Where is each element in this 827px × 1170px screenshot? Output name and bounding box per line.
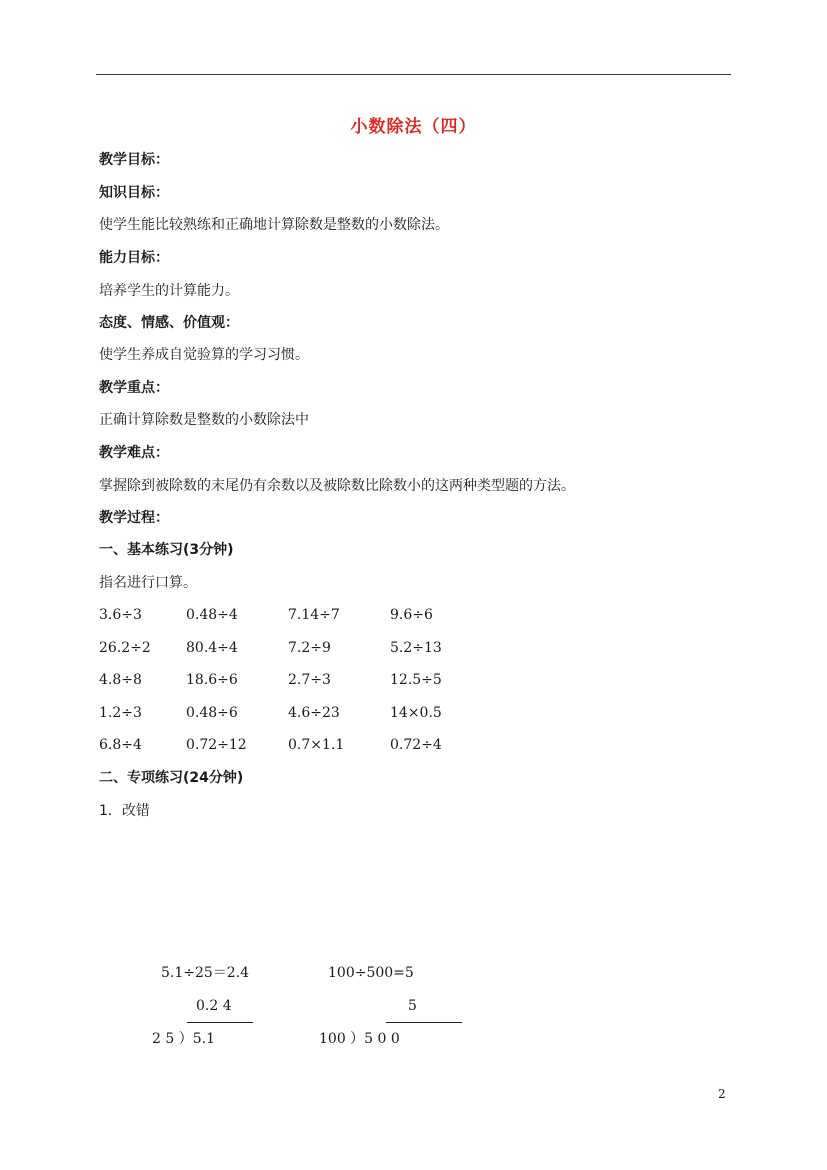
text-line: 使学生养成自觉验算的学习习惯。	[99, 347, 309, 363]
text-line: 指名进行口算。	[99, 575, 197, 591]
oral-problem: 0.7×1.1	[288, 737, 345, 753]
equation-1: 5.1÷25＝2.4	[161, 965, 250, 981]
oral-problem: 0.48÷6	[186, 705, 238, 721]
section-heading: 能力目标：	[99, 250, 169, 266]
long-division-1: 2 5 ）5.1	[152, 1031, 215, 1047]
section-heading: 知识目标：	[99, 185, 169, 201]
oral-problem: 0.72÷12	[186, 737, 247, 753]
oral-problem: 9.6÷6	[390, 607, 433, 623]
oral-problem: 18.6÷6	[186, 672, 238, 688]
oral-problem: 4.8÷8	[99, 672, 142, 688]
text-line: 使学生能比较熟练和正确地计算除数是整数的小数除法。	[99, 217, 449, 233]
header-rule	[96, 74, 731, 75]
text-line: 培养学生的计算能力。	[99, 283, 239, 299]
oral-problem: 12.5÷5	[390, 672, 442, 688]
oral-problem: 4.6÷23	[288, 705, 340, 721]
oral-problem: 7.2÷9	[288, 640, 331, 656]
text-line: 正确计算除数是整数的小数除法中	[99, 412, 309, 428]
item-label: 1．改错	[99, 803, 150, 819]
section-heading: 态度、情感、价值观：	[99, 315, 239, 331]
oral-problem: 80.4÷4	[186, 640, 238, 656]
division-bar-1	[187, 1022, 253, 1023]
section-heading: 教学目标：	[99, 152, 169, 168]
section-heading: 一、基本练习(3分钟)	[99, 542, 234, 558]
oral-problem: 5.2÷13	[390, 640, 442, 656]
text-line: 掌握除到被除数的末尾仍有余数以及被除数比除数小的这两种类型题的方法。	[99, 478, 575, 494]
long-division-2: 100 ）5 0 0	[319, 1031, 400, 1047]
equation-2: 100÷500=5	[328, 965, 414, 981]
oral-problem: 6.8÷4	[99, 737, 142, 753]
section-heading: 二、专项练习(24分钟)	[99, 770, 244, 786]
section-heading: 教学难点：	[99, 445, 169, 461]
oral-problem: 26.2÷2	[99, 640, 151, 656]
section-heading: 教学重点：	[99, 380, 169, 396]
quotient-2: 5	[408, 998, 417, 1014]
oral-problem: 0.48÷4	[186, 607, 238, 623]
page-title: 小数除法（四）	[350, 117, 477, 137]
quotient-1: 0.2 4	[196, 998, 232, 1014]
oral-problem: 3.6÷3	[99, 607, 142, 623]
oral-problem: 0.72÷4	[390, 737, 442, 753]
oral-problem: 2.7÷3	[288, 672, 331, 688]
oral-problem: 7.14÷7	[288, 607, 340, 623]
section-heading: 教学过程：	[99, 510, 169, 526]
division-bar-2	[386, 1022, 462, 1023]
page-number: 2	[718, 1087, 726, 1101]
oral-problem: 1.2÷3	[99, 705, 142, 721]
oral-problem: 14×0.5	[390, 705, 442, 721]
